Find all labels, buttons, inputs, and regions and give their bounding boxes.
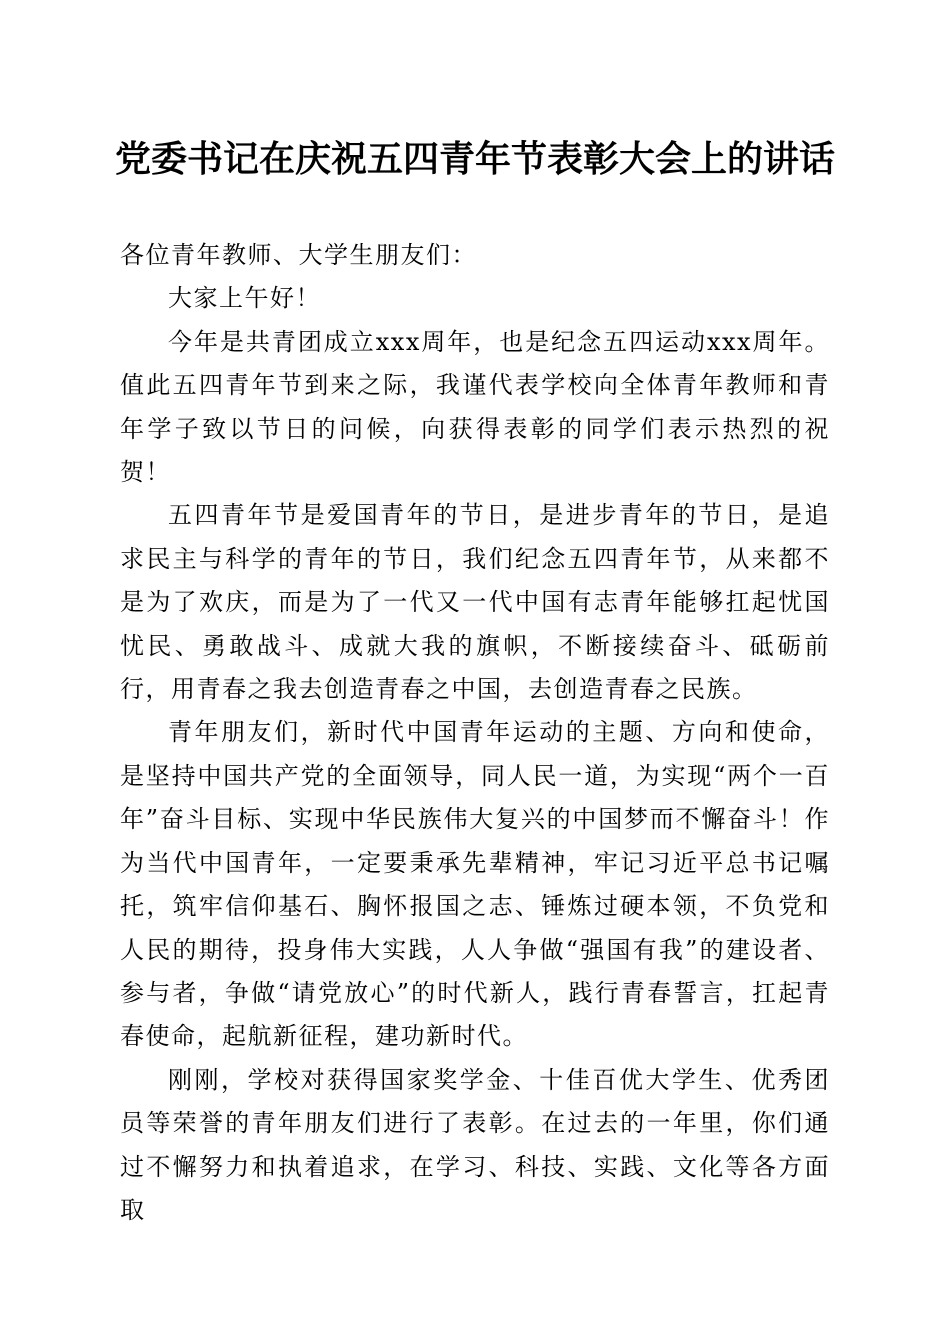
greeting: 大家上午好！	[168, 284, 321, 313]
paragraph-2: 五四青年节是爱国青年的节日，是进步青年的节日，是追求民主与科学的青年的节日，我们纪念五四青年节，从来都不是为了欢庆，而是为了一代又一代中国有志青年能够扛起忧国忧民、勇敢战斗、成就大我的旗帜，不断接续奋斗、砥砺前行，用青春之我去创造青春之中国，去创造青春之民族。	[120, 501, 830, 704]
salutation: 各位青年教师、大学生朋友们：	[120, 241, 477, 269]
document-body	[120, 234, 830, 1232]
paragraph-1: 今年是共青团成立xxx周年，也是纪念五四运动xxx周年。值此五四青年节到来之际，我谨代表学校向全体青年教师和青年学子致以节日的问候，向获得表彰的同学们表示热烈的祝贺！	[120, 327, 830, 487]
paragraph-4: 刚刚，学校对获得国家奖学金、十佳百优大学生、优秀团员等荣誉的青年朋友们进行了表彰。在过去的一年里，你们通过不懈努力和执着追求，在学习、科技、实践、文化等各方面取	[120, 1065, 830, 1224]
paragraph-3: 青年朋友们，新时代中国青年运动的主题、方向和使命，是坚持中国共产党的全面领导，同人民一道，为实现“两个一百年”奋斗目标、实现中华民族伟大复兴的中国梦而不懈奋斗！作为当代中国青年，一定要秉承先辈精神，牢记习近平总书记嘱托，筑牢信仰基石、胸怀报国之志、锤炼过硬本领，不负党和人民的期待，投身伟大实践，人人争做“强国有我”的建设者、参与者，争做“请党放心”的时代新人，践行青春誓言，扛起青春使命，起航新征程，建功新时代。	[120, 718, 830, 1051]
document-title: 党委书记在庆祝五四青年节表彰大会上的讲话	[114, 138, 835, 180]
